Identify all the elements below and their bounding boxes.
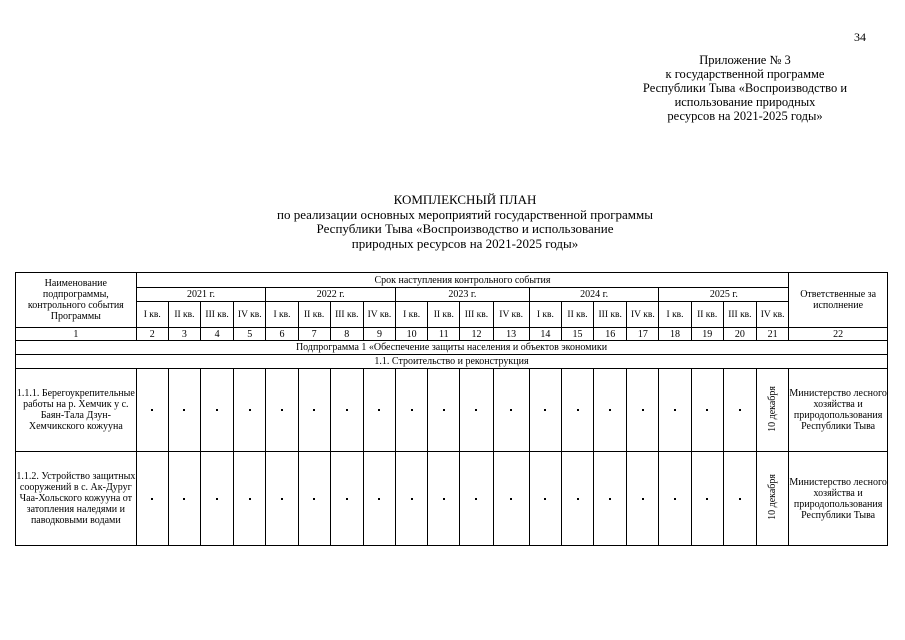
deadline-cell xyxy=(756,369,788,452)
empty-cell xyxy=(493,452,529,546)
plan-table xyxy=(15,272,888,546)
empty-cell xyxy=(594,369,627,452)
dot-mark xyxy=(281,409,283,411)
table-row xyxy=(16,369,888,452)
dot-mark xyxy=(281,498,283,500)
dot-mark xyxy=(706,498,708,500)
year-header: 2023 г. xyxy=(396,288,530,302)
dot-mark xyxy=(739,498,741,500)
empty-cell xyxy=(298,369,330,452)
appendix-line: к государственной программе xyxy=(665,67,825,81)
empty-cell xyxy=(363,452,395,546)
column-number: 11 xyxy=(428,328,460,341)
column-number: 21 xyxy=(756,328,788,341)
dot-mark xyxy=(706,409,708,411)
dot-mark xyxy=(216,409,218,411)
responsible-column-header: Ответственные за исполнение xyxy=(789,273,888,328)
plan-title-line: Республики Тыва «Воспроизводство и использование xyxy=(316,221,614,236)
year-header: 2021 г. xyxy=(136,288,266,302)
quarter-header: IV кв. xyxy=(627,302,659,328)
dot-mark xyxy=(378,409,380,411)
quarter-header: IV кв. xyxy=(234,302,266,328)
empty-cell xyxy=(168,369,200,452)
dot-mark xyxy=(609,409,611,411)
plan-title-line: по реализации основных мероприятий государственной программы xyxy=(276,206,653,222)
column-number: 4 xyxy=(201,328,234,341)
column-number: 9 xyxy=(363,328,395,341)
column-number: 1 xyxy=(16,328,137,341)
quarter-header: I кв. xyxy=(659,302,691,328)
year-header: 2024 г. xyxy=(529,288,659,302)
quarter-header: I кв. xyxy=(136,302,168,328)
subprogram-row: Подпрограмма 1 «Обеспечение защиты населения и объектов экономики xyxy=(16,341,888,355)
dot-mark xyxy=(475,409,477,411)
quarter-header: IV кв. xyxy=(363,302,395,328)
quarter-header: II кв. xyxy=(691,302,723,328)
dot-mark xyxy=(151,409,153,411)
quarter-header: II кв. xyxy=(298,302,330,328)
quarter-header: I кв. xyxy=(529,302,561,328)
quarter-header: III кв. xyxy=(594,302,627,328)
dot-mark xyxy=(674,409,676,411)
appendix-block xyxy=(600,53,890,123)
empty-cell xyxy=(136,452,168,546)
column-number: 19 xyxy=(691,328,723,341)
empty-cell xyxy=(234,452,266,546)
empty-cell xyxy=(723,452,756,546)
empty-cell xyxy=(529,452,561,546)
empty-cell xyxy=(561,452,593,546)
dot-mark xyxy=(443,498,445,500)
empty-cell xyxy=(529,369,561,452)
empty-cell xyxy=(659,452,691,546)
dot-mark xyxy=(183,409,185,411)
name-column-header: Наименование подпрограммы, контрольного события Программы xyxy=(16,273,137,328)
dot-mark xyxy=(346,409,348,411)
quarter-header: IV кв. xyxy=(756,302,788,328)
quarter-header: II кв. xyxy=(168,302,200,328)
column-number: 15 xyxy=(561,328,593,341)
empty-cell xyxy=(428,452,460,546)
year-header: 2025 г. xyxy=(659,288,789,302)
dot-mark xyxy=(475,498,477,500)
dot-mark xyxy=(183,498,185,500)
quarter-header: II кв. xyxy=(561,302,593,328)
dot-mark xyxy=(346,498,348,500)
dot-mark xyxy=(544,498,546,500)
empty-cell xyxy=(691,369,723,452)
empty-cell xyxy=(627,452,659,546)
dot-mark xyxy=(642,409,644,411)
empty-cell xyxy=(627,369,659,452)
dot-mark xyxy=(249,498,251,500)
empty-cell xyxy=(691,452,723,546)
responsible-cell: Министерство лесного хозяйства и природопользования Республики Тыва xyxy=(789,369,888,452)
deadline-cell xyxy=(756,452,788,546)
column-number: 2 xyxy=(136,328,168,341)
dot-mark xyxy=(674,498,676,500)
empty-cell xyxy=(561,369,593,452)
empty-cell xyxy=(266,369,298,452)
empty-cell xyxy=(723,369,756,452)
quarter-header: II кв. xyxy=(428,302,460,328)
dot-mark xyxy=(411,409,413,411)
empty-cell xyxy=(594,452,627,546)
dot-mark xyxy=(577,409,579,411)
quarter-header: III кв. xyxy=(330,302,363,328)
empty-cell xyxy=(168,452,200,546)
column-number: 13 xyxy=(493,328,529,341)
dot-mark xyxy=(544,409,546,411)
dot-mark xyxy=(249,409,251,411)
quarter-header: I кв. xyxy=(396,302,428,328)
empty-cell xyxy=(659,369,691,452)
event-name: 1.1.2. Устройство защитных сооружений в с. Ак-Дуруг Чаа-Хольского кожууна от затопления наледями и паводковыми водами xyxy=(16,452,137,546)
column-number: 14 xyxy=(529,328,561,341)
period-header: Срок наступления контрольного события xyxy=(136,273,789,288)
empty-cell xyxy=(460,452,493,546)
dot-mark xyxy=(642,498,644,500)
column-number: 18 xyxy=(659,328,691,341)
quarter-header: III кв. xyxy=(201,302,234,328)
dot-mark xyxy=(378,498,380,500)
responsible-cell: Министерство лесного хозяйства и природопользования Республики Тыва xyxy=(789,452,888,546)
appendix-line: Республики Тыва «Воспроизводство и xyxy=(642,81,848,95)
empty-cell xyxy=(330,452,363,546)
empty-cell xyxy=(330,369,363,452)
deadline-text: 10 декабря xyxy=(767,474,779,520)
empty-cell xyxy=(396,369,428,452)
dot-mark xyxy=(510,409,512,411)
dot-mark xyxy=(510,498,512,500)
dot-mark xyxy=(411,498,413,500)
column-number: 12 xyxy=(460,328,493,341)
dot-mark xyxy=(443,409,445,411)
empty-cell xyxy=(234,369,266,452)
section-row: 1.1. Строительство и реконструкция xyxy=(16,355,888,369)
quarter-header: IV кв. xyxy=(493,302,529,328)
empty-cell xyxy=(266,452,298,546)
empty-cell xyxy=(460,369,493,452)
dot-mark xyxy=(609,498,611,500)
appendix-line: использование природных xyxy=(674,95,816,109)
page-number: 34 xyxy=(854,30,866,44)
column-number: 17 xyxy=(627,328,659,341)
empty-cell xyxy=(201,369,234,452)
plan-title-main: КОМПЛЕКСНЫЙ ПЛАН xyxy=(393,192,537,207)
column-number: 16 xyxy=(594,328,627,341)
empty-cell xyxy=(493,369,529,452)
empty-cell xyxy=(298,452,330,546)
dot-mark xyxy=(739,409,741,411)
dot-mark xyxy=(313,498,315,500)
column-number: 10 xyxy=(396,328,428,341)
empty-cell xyxy=(396,452,428,546)
dot-mark xyxy=(577,498,579,500)
deadline-text: 10 декабря xyxy=(767,385,779,432)
column-number: 3 xyxy=(168,328,200,341)
table-row xyxy=(16,452,888,546)
appendix-line: Приложение № 3 xyxy=(699,53,791,67)
column-number: 6 xyxy=(266,328,298,341)
empty-cell xyxy=(428,369,460,452)
appendix-line: ресурсов на 2021-2025 годы» xyxy=(667,109,823,123)
empty-cell xyxy=(201,452,234,546)
dot-mark xyxy=(216,498,218,500)
year-header: 2022 г. xyxy=(266,288,396,302)
empty-cell xyxy=(363,369,395,452)
plan-title-line: природных ресурсов на 2021-2025 годы» xyxy=(351,235,579,251)
quarter-header: III кв. xyxy=(723,302,756,328)
empty-cell xyxy=(136,369,168,452)
column-number: 20 xyxy=(723,328,756,341)
quarter-header: III кв. xyxy=(460,302,493,328)
column-number: 5 xyxy=(234,328,266,341)
column-number: 22 xyxy=(789,328,888,341)
column-number: 8 xyxy=(330,328,363,341)
plan-title xyxy=(200,193,730,251)
dot-mark xyxy=(313,409,315,411)
column-number: 7 xyxy=(298,328,330,341)
dot-mark xyxy=(151,498,153,500)
event-name: 1.1.1. Берегоукрепительные работы на р. Хемчик у с. Баян-Тала Дзун-Хемчикского кожууна xyxy=(16,369,137,452)
quarter-header: I кв. xyxy=(266,302,298,328)
